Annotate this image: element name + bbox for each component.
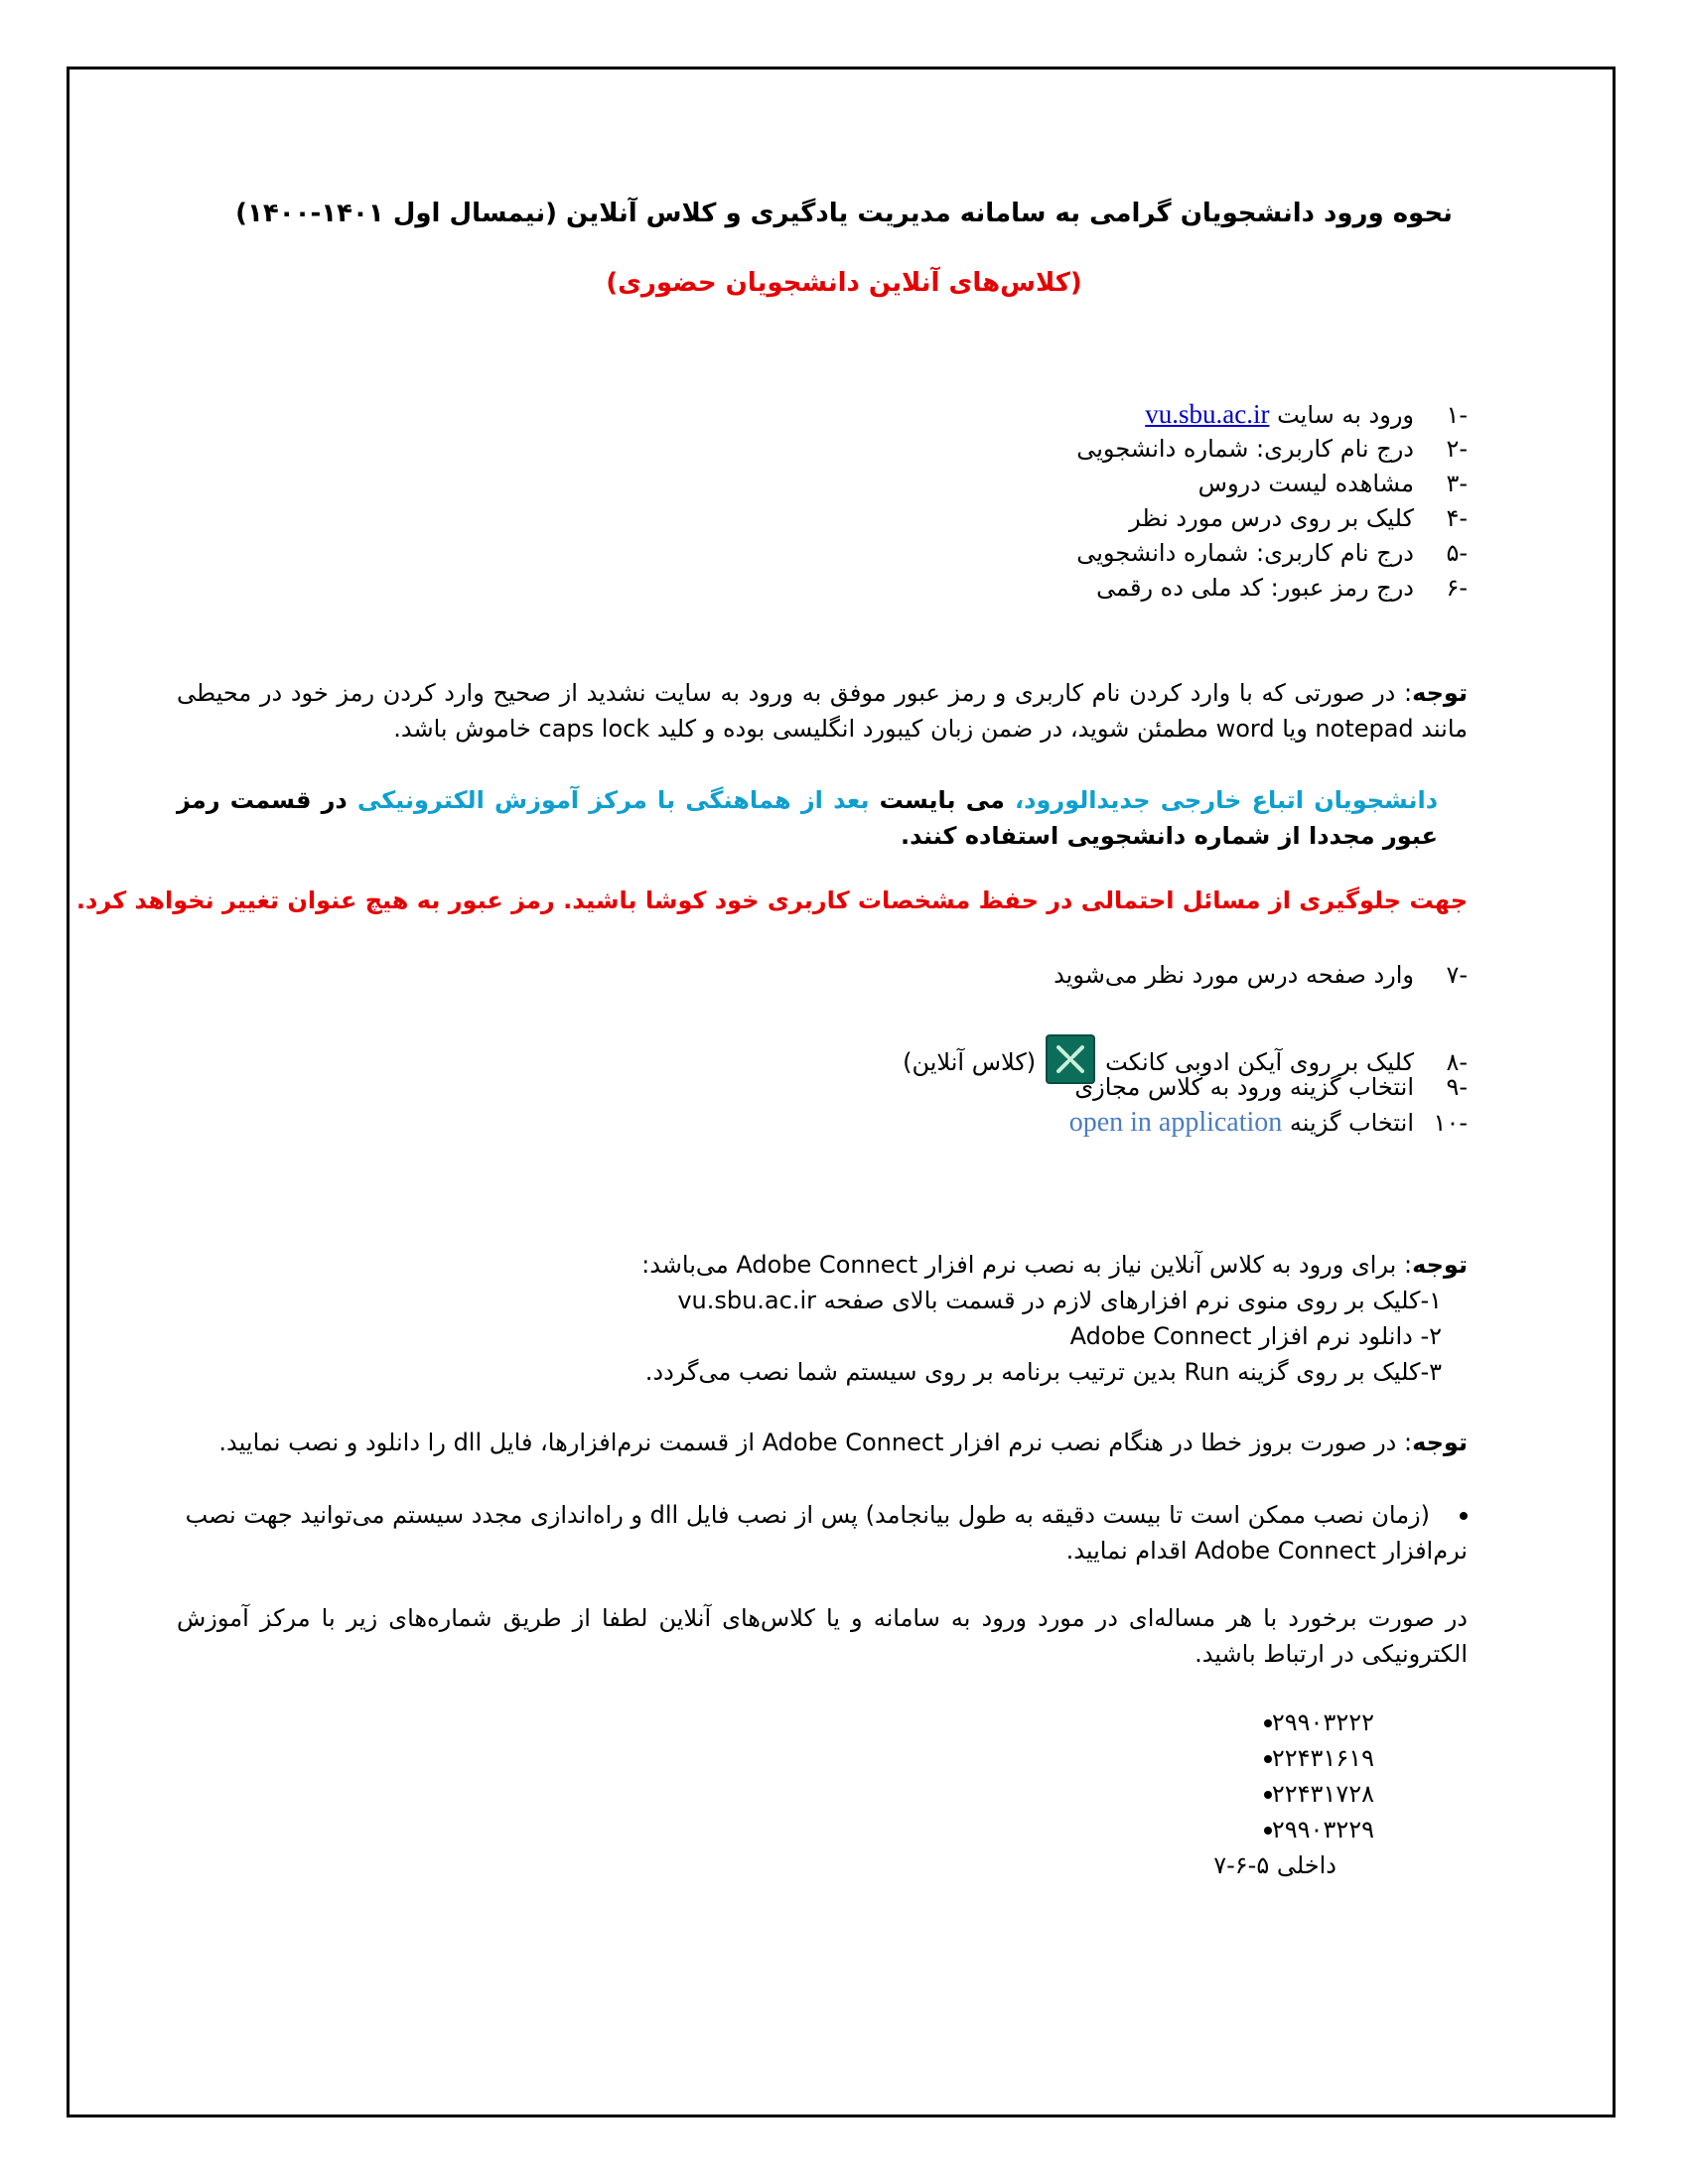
install-item-3: ۳-کلیک بر روی گزینه Run بدین ترتیب برنامه بر روی سیستم شما نصب می‌گردد. [644,1358,1442,1386]
password-warning: جهت جلوگیری از مسائل احتمالی در حفظ مشخصات کاربری خود کوشا باشید. رمز عبور به هیچ عنوان تغییر نخواهد کرد. [75,887,1468,914]
bullet-dot [1264,1719,1272,1727]
step-1: -۱ورود به سایت vu.sbu.ac.ir [1145,399,1468,429]
phone-2: ۲۲۴۳۱۶۱۹ [1234,1741,1374,1775]
note-login: توجه: در صورتی که با وارد کردن نام کاربری و رمز عبور موفق به ورود به سایت نشدید از صحیح وارد کردن رمز خود در محیطی مانند notepad ویا word مطمئن شوید، در ضمن زبان کیبورد انگلیسی بوده و کلید caps lock خاموش باشد. [177,679,1468,743]
step-4: -۴کلیک بر روی درس مورد نظر [1129,504,1468,532]
note-install: توجه: برای ورود به کلاس آنلاین نیاز به نصب نرم افزار Adobe Connect می‌باشد: [641,1251,1468,1279]
page-title: نحوه ورود دانشجویان گرامی به سامانه مدیریت یادگیری و کلاس آنلاین (نیمسال اول ۱۴۰۱-۱۴۰۰) [235,199,1453,228]
install-time-bullet: (زمان نصب ممکن است تا بیست دقیقه به طول بیانجامد) پس از نصب فایل dll و راه‌اندازی مجدد سیستم می‌توانید جهت نصب نرم‌افزار Adobe Connect اقدام نمایید. [185,1501,1468,1565]
bullet-dot [1460,1512,1468,1520]
phone-extension: داخلی ۵-۶-۷ [1213,1851,1336,1879]
bullet-dot [1264,1791,1272,1799]
install-item-1: ۱-کلیک بر روی منوی نرم افزارهای لازم در قسمت بالای صفحه vu.sbu.ac.ir [677,1287,1442,1314]
bullet-dot [1264,1755,1272,1763]
step-9: -۹انتخاب گزینه ورود به کلاس مجازی [1074,1073,1468,1101]
site-link[interactable]: vu.sbu.ac.ir [1145,399,1270,429]
step-10: -۱۰انتخاب گزینه open in application [1068,1107,1468,1138]
phone-4: ۲۹۹۰۳۲۲۹ [1234,1813,1374,1846]
step-2: -۲درج نام کاربری: شماره دانشجویی [1076,435,1468,463]
step-3: -۳مشاهده لیست دروس [1197,470,1468,497]
step-5: -۵درج نام کاربری: شماره دانشجویی [1076,539,1468,567]
step-6: -۶درج رمز عبور: کد ملی ده رقمی [1096,574,1468,602]
install-item-2: ۲- دانلود نرم افزار Adobe Connect [1069,1322,1442,1350]
step-7: -۷وارد صفحه درس مورد نظر می‌شوید [1054,961,1468,989]
phone-3: ۲۲۴۳۱۷۲۸ [1234,1777,1374,1811]
page-subtitle: (کلاس‌های آنلاین دانشجویان حضوری) [606,268,1082,298]
contact-paragraph: در صورت برخورد با هر مساله‌ای در مورد ورود به سامانه و یا کلاس‌های آنلاین لطفا از طریق شماره‌های زیر با مرکز آموزش الکترونیکی در ارتباط باشید. [177,1604,1468,1668]
step-8: -۸کلیک بر روی آیکن ادوبی کانکت (کلاس آنلاین) [903,1034,1468,1084]
phone-1: ۲۹۹۰۳۲۲۲ [1234,1706,1374,1739]
note-error: توجه: در صورت بروز خطا در هنگام نصب نرم افزار Adobe Connect از قسمت نرم‌افزارها، فایل dll را دانلود و نصب نمایید. [218,1429,1468,1456]
foreign-students-note: دانشجویان اتباع خارجی جدیدالورود، می بایست بعد از هماهنگی با مرکز آموزش الکترونیکی در قسمت رمز عبور مجددا از شماره دانشجویی استفاده کنند. [177,786,1439,850]
bullet-dot [1264,1827,1272,1835]
